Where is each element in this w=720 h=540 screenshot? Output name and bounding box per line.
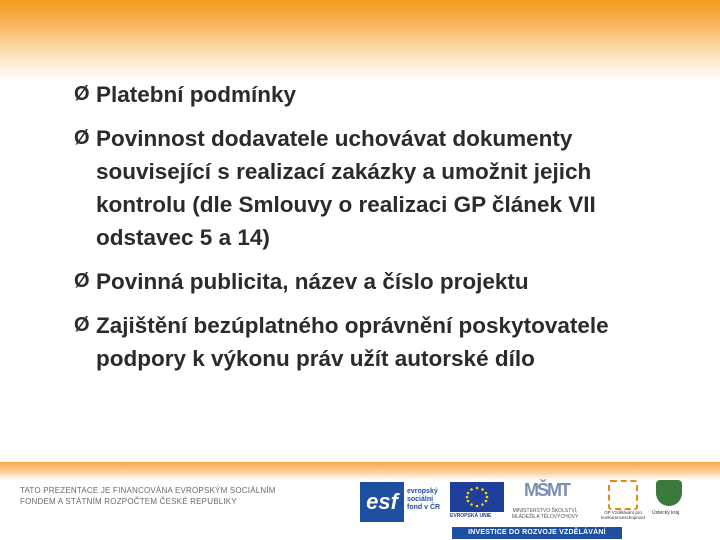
bullet-text: Povinnost dodavatele uchovávat dokumenty související s realizací zakázky a umožnit jejich kontrolu (dle Smlouvy o realizaci GP článek VII odstavec 5 a 14) — [96, 126, 596, 250]
eu-logo — [450, 482, 504, 518]
esf-logo-text: evropský sociální fond v ČR — [407, 488, 441, 511]
msmt-logo — [510, 480, 580, 520]
bullet-item — [74, 78, 674, 111]
msmt-caption: MINISTERSTVO ŠKOLSTVÍ, MLÁDEŽE A TĚLOVÝCHOVY — [511, 508, 579, 520]
investice-banner: INVESTICE DO ROZVOJE VZDĚLÁVÁNÍ — [452, 527, 622, 539]
arrow-bullet-icon: Ø — [74, 270, 90, 292]
bullet-item — [74, 122, 674, 254]
msmt-logo-mark: MŠMT — [524, 480, 569, 500]
eu-caption: EVROPSKÁ UNIE — [450, 513, 492, 519]
kraj-crest-icon — [656, 480, 682, 506]
header-gradient-band — [0, 0, 720, 80]
bullet-text: Zajištění bezúplatného oprávnění poskytovatele podpory k výkonu práv užít autorské dílo — [96, 313, 609, 371]
arrow-bullet-icon: Ø — [74, 83, 90, 105]
funding-statement — [20, 485, 320, 507]
arrow-bullet-icon: Ø — [74, 314, 90, 336]
bullet-text: Platební podmínky — [96, 82, 297, 107]
op-vk-logo-mark — [608, 480, 638, 510]
bullet-item — [74, 309, 674, 375]
bullet-list — [74, 78, 674, 386]
funding-statement-line: FONDEM A STÁTNÍM ROZPOČTEM ČESKÉ REPUBLIKY — [20, 497, 237, 506]
kraj-caption: Ústecký kraj — [652, 510, 680, 516]
eu-flag-icon — [450, 482, 504, 512]
op-vk-caption: OP Vzdělávání pro konkurenceschopnost — [601, 510, 645, 520]
ustecky-kraj-logo — [652, 480, 688, 522]
esf-logo — [360, 482, 446, 522]
esf-logo-mark: esf — [360, 482, 404, 522]
funding-statement-line: TATO PREZENTACE JE FINANCOVÁNA EVROPSKÝM SOCIÁLNÍM — [20, 486, 276, 495]
arrow-bullet-icon: Ø — [74, 127, 90, 149]
partner-logos — [360, 478, 690, 528]
bullet-item — [74, 265, 674, 298]
op-vk-logo — [600, 480, 646, 522]
bullet-text: Povinná publicita, název a číslo projektu — [96, 269, 529, 294]
